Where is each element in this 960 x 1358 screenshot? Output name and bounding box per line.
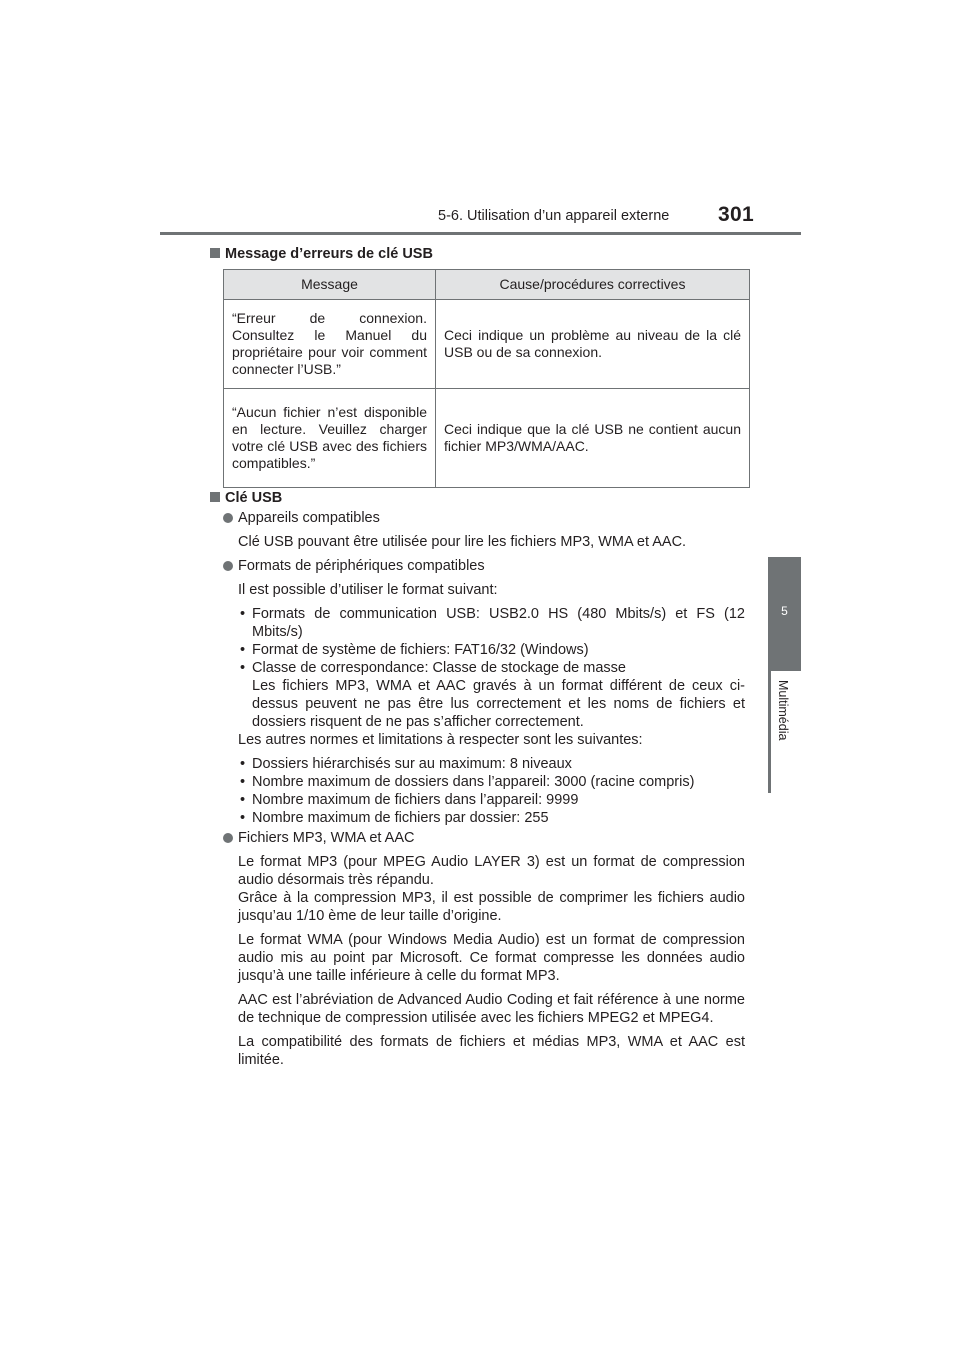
usb-key-body xyxy=(223,509,745,1069)
table-row xyxy=(224,389,750,488)
table-header-message: Message xyxy=(224,270,436,300)
page-number: 301 xyxy=(718,203,754,226)
usb-errors-heading xyxy=(210,246,433,262)
files-paragraph-5: La compatibilité des formats de fichiers et médias MP3, WMA et AAC est limitée. xyxy=(238,1034,745,1068)
chapter-number: 5 xyxy=(781,604,788,618)
table-cell-message: “Aucun fichier n’est disponible en lecture. Veuillez charger votre clé USB avec des fichiers compatibles.” xyxy=(224,389,436,488)
table-cell-message: “Erreur de connexion. Consultez le Manuel du propriétaire pour voir comment connecter l’USB.” xyxy=(224,300,436,389)
list-item: • Dossiers hiérarchisés sur au maximum: 8 niveaux xyxy=(238,755,745,773)
round-bullet-icon xyxy=(223,833,233,843)
devices-title: Appareils compatibles xyxy=(238,510,380,526)
files-paragraph-2: Grâce à la compression MP3, il est possible de comprimer les fichiers audio jusqu’au 1/10 ème de leur taille d’origine. xyxy=(238,890,745,924)
bullet-devices xyxy=(223,509,745,527)
list-item: • Nombre maximum de fichiers par dossier: 255 xyxy=(238,809,745,827)
square-bullet-icon xyxy=(210,492,220,502)
files-paragraph-4: AAC est l’abréviation de Advanced Audio Coding et fait référence à une norme de technique de compression utilisée avec les fichiers MPEG2 et MPEG4. xyxy=(238,992,745,1026)
list-item: • Format de système de fichiers: FAT16/32 (Windows) xyxy=(238,641,745,659)
usb-errors-title: Message d’erreurs de clé USB xyxy=(225,246,433,262)
bullet-formats xyxy=(223,557,745,575)
files-paragraph-3: Le format WMA (pour Windows Media Audio) est un format de compression audio mis au point par Microsoft. Ce format compresse les données audio jusqu’à une taille inférieure à celle du format MP3. xyxy=(238,932,745,984)
list-item: • Formats de communication USB: USB2.0 HS (480 Mbits/s) et FS (12 Mbits/s) xyxy=(238,605,745,641)
list-item: • Classe de correspondance: Classe de stockage de masse xyxy=(238,659,745,677)
list-item: • Nombre maximum de fichiers dans l’appareil: 9999 xyxy=(238,791,745,809)
usb-error-table xyxy=(223,269,750,488)
table-cell-cause: Ceci indique que la clé USB ne contient aucun fichier MP3/WMA/AAC. xyxy=(436,389,750,488)
files-paragraph-1: Le format MP3 (pour MPEG Audio LAYER 3) est un format de compression audio désormais très répandu. xyxy=(238,854,745,888)
table-header-cause: Cause/procédures correctives xyxy=(436,270,750,300)
header-rule xyxy=(160,232,801,235)
limits-list xyxy=(223,755,745,827)
chapter-label: Multimédia xyxy=(776,680,790,741)
bullet-files xyxy=(223,829,745,847)
round-bullet-icon xyxy=(223,513,233,523)
chapter-rule xyxy=(768,671,771,793)
files-title: Fichiers MP3, WMA et AAC xyxy=(238,830,415,846)
list-item: • Nombre maximum de dossiers dans l’appareil: 3000 (racine compris) xyxy=(238,773,745,791)
usb-key-heading xyxy=(210,490,282,506)
square-bullet-icon xyxy=(210,248,220,258)
chapter-tab xyxy=(768,557,801,671)
usb-key-title: Clé USB xyxy=(225,490,283,506)
formats-list xyxy=(223,605,745,731)
section-header: 5-6. Utilisation d’un appareil externe xyxy=(438,208,670,224)
limits-intro: Les autres normes et limitations à respecter sont les suivantes: xyxy=(238,732,643,748)
formats-intro: Il est possible d’utiliser le format suivant: xyxy=(238,582,498,598)
round-bullet-icon xyxy=(223,561,233,571)
devices-text: Clé USB pouvant être utilisée pour lire les fichiers MP3, WMA et AAC. xyxy=(238,534,687,550)
table-cell-cause: Ceci indique un problème au niveau de la clé USB ou de sa connexion. xyxy=(436,300,750,389)
table-row xyxy=(224,300,750,389)
table-header-row xyxy=(224,270,750,300)
formats-note: Les fichiers MP3, WMA et AAC gravés à un format différent de ceux ci-dessus peuvent ne pas être lus correctement et les noms de fichiers et dossiers risquent de ne pas s’afficher correctement. xyxy=(252,678,745,730)
formats-title: Formats de périphériques compatibles xyxy=(238,558,485,574)
